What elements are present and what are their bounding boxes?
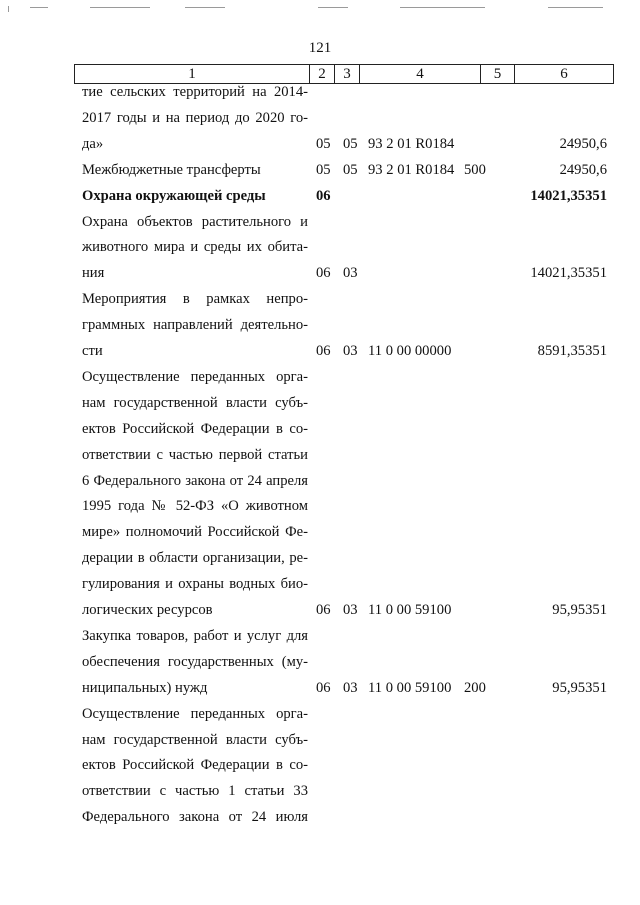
row-razdel-code: 05 xyxy=(316,136,331,152)
row-description-line: гулирования и охраны водных био- xyxy=(82,576,308,592)
row-description-line: Закупка товаров, работ и услуг для xyxy=(82,628,308,644)
row-podrazdel-code: 03 xyxy=(343,265,358,281)
header-cell: 1 xyxy=(75,65,310,84)
row-description-line: да» xyxy=(82,136,104,152)
row-razdel-code: 06 xyxy=(316,680,331,696)
row-amount: 95,95351 xyxy=(552,680,607,696)
row-podrazdel-code: 03 xyxy=(343,602,358,618)
row-target-article-code: 11 0 00 59100 xyxy=(368,680,452,696)
row-expense-type-code: 500 xyxy=(464,162,486,178)
row-amount: 14021,35351 xyxy=(530,265,607,281)
row-description-line: ния xyxy=(82,265,105,281)
row-description-line: обеспечения государственных (му- xyxy=(82,654,308,670)
row-amount: 8591,35351 xyxy=(537,343,607,359)
row-podrazdel-code: 03 xyxy=(343,343,358,359)
row-description-line: сти xyxy=(82,343,103,359)
row-description-line: 1995 года № 52-ФЗ «О животном xyxy=(82,498,308,514)
page-number: 121 xyxy=(308,40,332,56)
row-podrazdel-code: 05 xyxy=(343,162,358,178)
row-description-line: Мероприятия в рамках непро- xyxy=(82,291,308,307)
row-description-line: ответствии с частью 1 статьи 33 xyxy=(82,783,308,799)
row-amount: 14021,35351 xyxy=(530,188,607,204)
row-description-line: мире» полномочий Российской Фе- xyxy=(82,524,308,540)
row-description-line: 2017 годы и на период до 2020 го- xyxy=(82,110,308,126)
row-expense-type-code: 200 xyxy=(464,680,486,696)
row-description-line: Межбюджетные трансферты xyxy=(82,162,261,178)
row-razdel-code: 05 xyxy=(316,162,331,178)
row-amount: 24950,6 xyxy=(559,136,607,152)
row-description-line: ниципальных) нужд xyxy=(82,680,208,696)
row-target-article-code: 11 0 00 59100 xyxy=(368,602,452,618)
row-description-line: граммных направлений деятельно- xyxy=(82,317,308,333)
row-description-line: тие сельских территорий на 2014- xyxy=(82,84,308,100)
header-cell: 4 xyxy=(360,65,481,84)
row-target-article-code: 93 2 01 R0184 xyxy=(368,136,455,152)
row-amount: 95,95351 xyxy=(552,602,607,618)
header-cell: 6 xyxy=(515,65,614,84)
row-target-article-code: 93 2 01 R0184 xyxy=(368,162,455,178)
row-description-line: нам государственной власти субъ- xyxy=(82,732,308,748)
scan-edge-noise xyxy=(0,4,640,10)
row-description-line: Охрана окружающей среды xyxy=(82,188,266,204)
row-description-line: нам государственной власти субъ- xyxy=(82,395,308,411)
row-description-line: животного мира и среды их обита- xyxy=(82,239,308,255)
header-cell: 2 xyxy=(310,65,335,84)
header-cell: 5 xyxy=(481,65,515,84)
row-razdel-code: 06 xyxy=(316,343,331,359)
row-description-line: ответствии с частью первой статьи xyxy=(82,447,308,463)
row-description-line: логических ресурсов xyxy=(82,602,213,618)
row-description-line: дерации в области организации, ре- xyxy=(82,550,308,566)
row-description-line: 6 Федерального закона от 24 апреля xyxy=(82,473,308,489)
row-amount: 24950,6 xyxy=(559,162,607,178)
row-description-line: Осуществление переданных орга- xyxy=(82,369,308,385)
row-razdel-code: 06 xyxy=(316,188,331,204)
column-header-table xyxy=(74,64,614,84)
row-podrazdel-code: 05 xyxy=(343,136,358,152)
row-razdel-code: 06 xyxy=(316,602,331,618)
row-description-line: ектов Российской Федерации в со- xyxy=(82,757,308,773)
row-description-line: Охрана объектов растительного и xyxy=(82,214,308,230)
row-razdel-code: 06 xyxy=(316,265,331,281)
row-podrazdel-code: 03 xyxy=(343,680,358,696)
row-target-article-code: 11 0 00 00000 xyxy=(368,343,452,359)
header-cell: 3 xyxy=(335,65,360,84)
header-row xyxy=(75,65,614,84)
row-description-line: ектов Российской Федерации в со- xyxy=(82,421,308,437)
row-description-line: Осуществление переданных орга- xyxy=(82,706,308,722)
row-description-line: Федерального закона от 24 июля xyxy=(82,809,308,825)
